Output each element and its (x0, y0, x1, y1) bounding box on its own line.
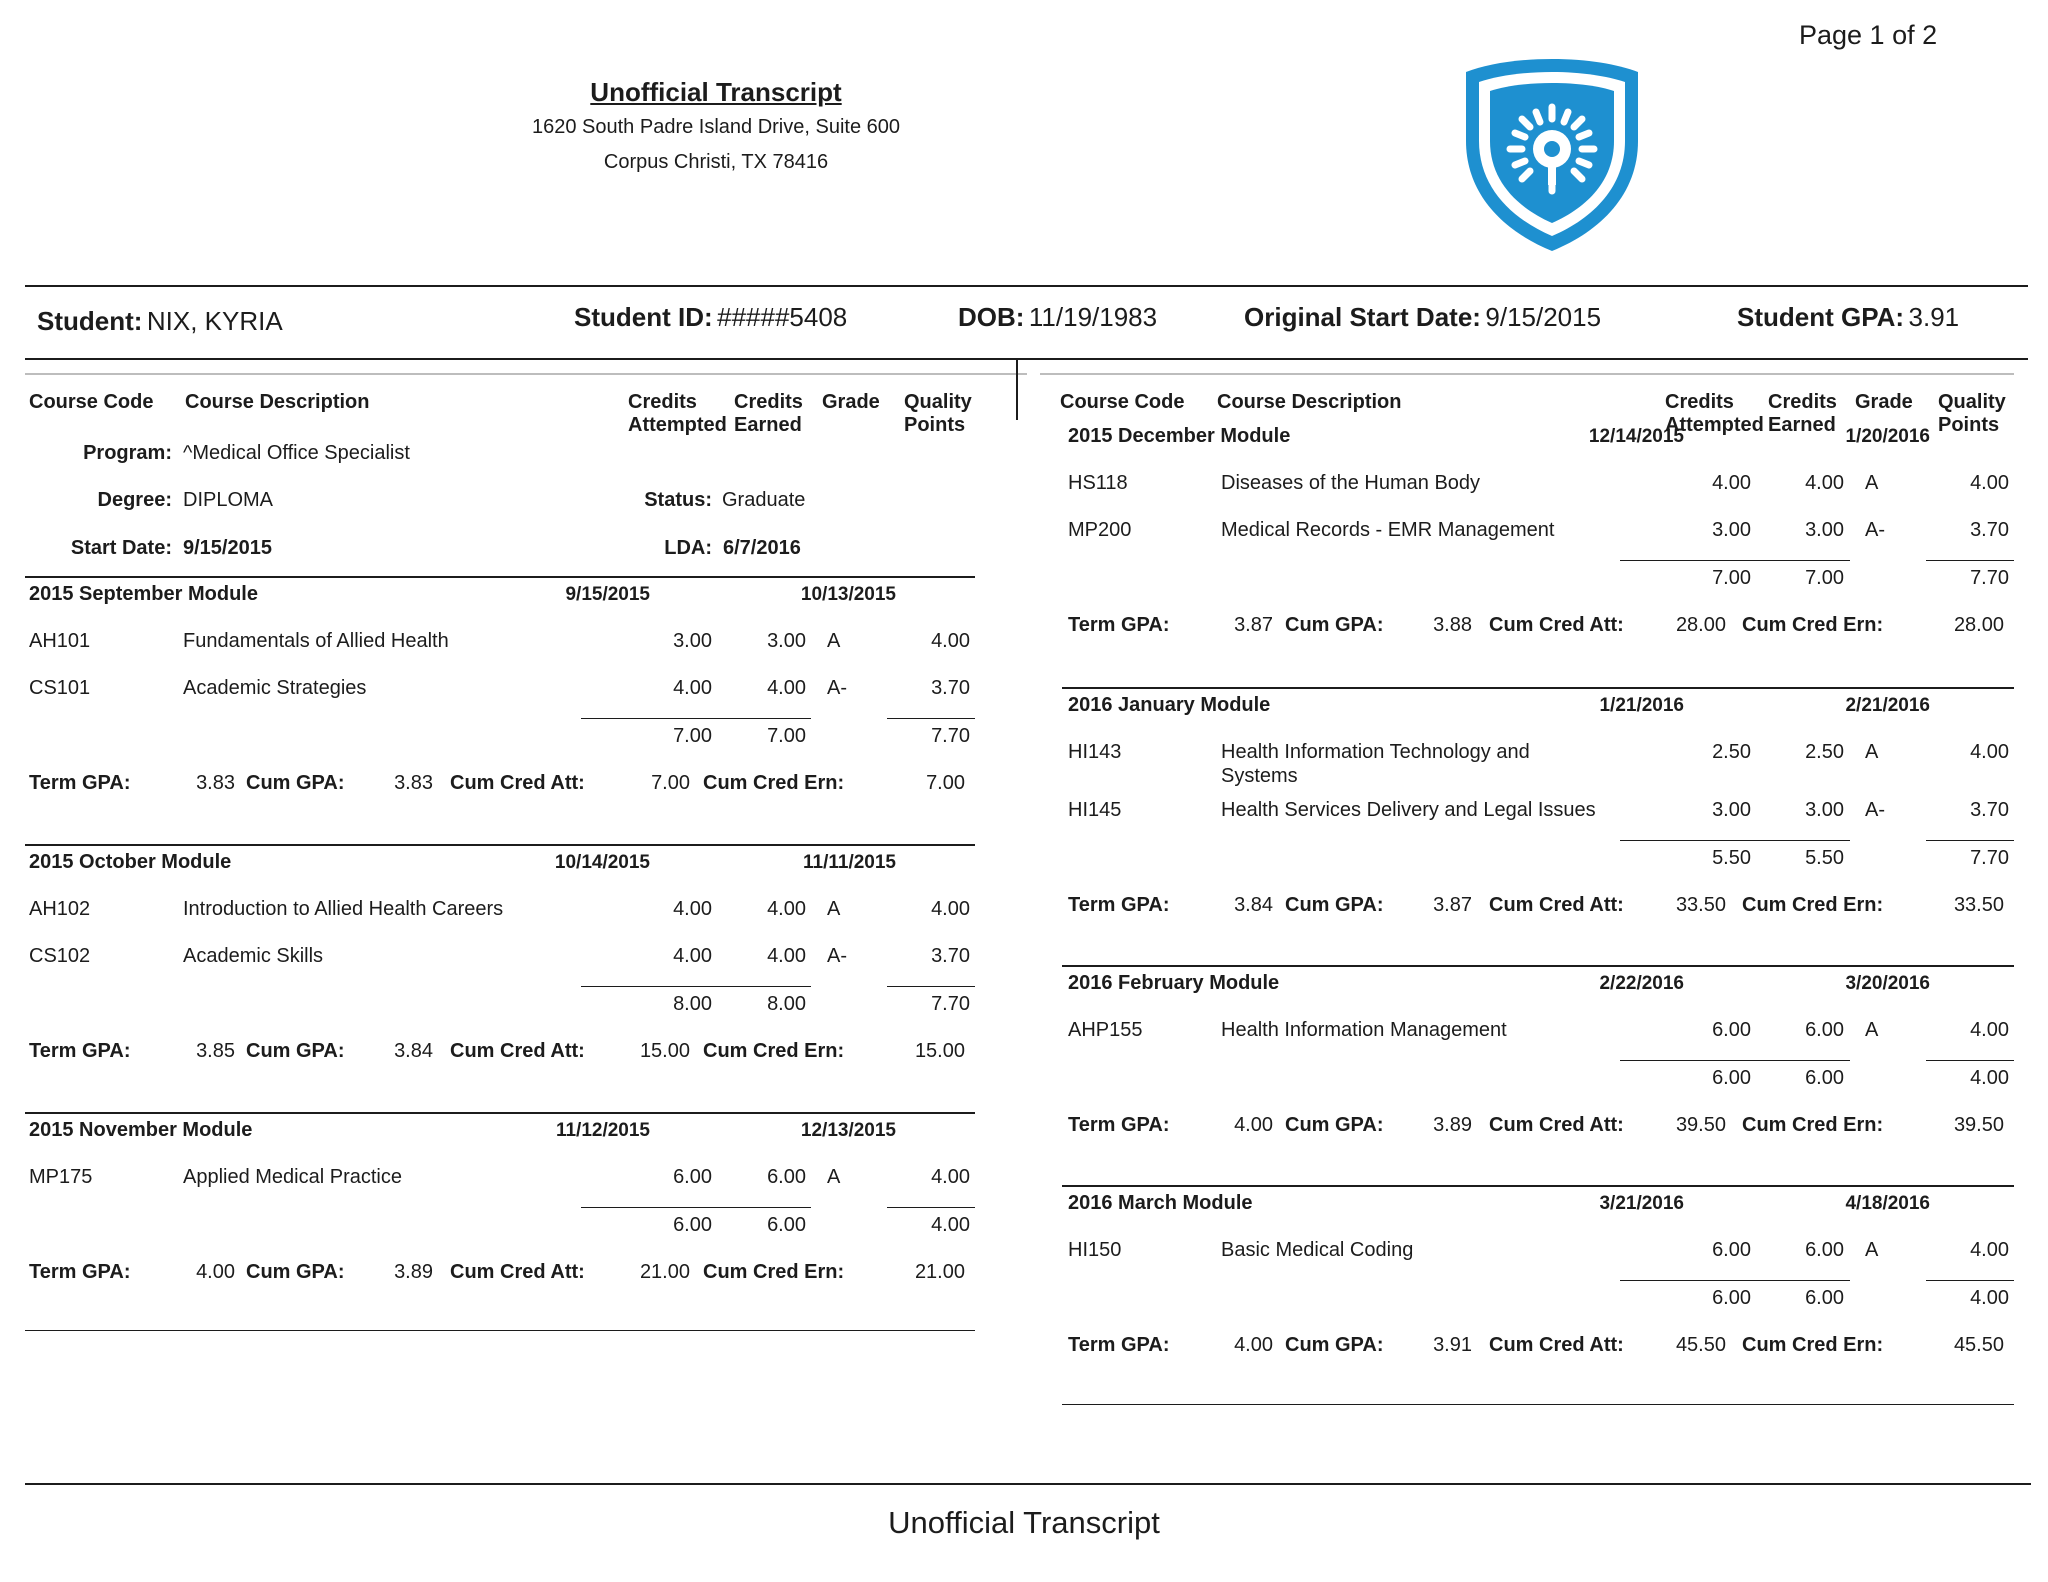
grade: A- (827, 945, 847, 967)
student-gpa-field (1737, 302, 1959, 333)
totals-rule (581, 718, 811, 719)
col-credits-attempted: Credits Attempted (628, 391, 727, 436)
cum-cred-ern-label: Cum Cred Ern: (1742, 614, 1884, 636)
quality-points: 4.00 (1970, 1019, 2009, 1041)
cum-cred-att: 7.00 (651, 772, 690, 794)
total-credits-earned: 6.00 (1805, 1287, 1844, 1309)
cum-cred-ern-label: Cum Cred Ern: (703, 1261, 845, 1283)
term-gpa-label: Term GPA: (1068, 1114, 1170, 1136)
module-separator (1062, 965, 2014, 967)
status: Graduate (722, 489, 806, 511)
course-code: CS102 (29, 945, 91, 967)
cum-cred-ern: 15.00 (914, 1040, 965, 1062)
total-quality-points: 4.00 (1970, 1067, 2009, 1089)
course-description-line-2: Systems (1221, 765, 1298, 787)
term-gpa: 4.00 (1234, 1334, 1273, 1356)
course-description: Introduction to Allied Health Careers (183, 898, 504, 920)
student-gpa: 3.91 (1908, 302, 1960, 332)
cum-gpa: 3.84 (394, 1040, 433, 1062)
credits-attempted: 2.50 (1712, 741, 1751, 763)
total-credits-earned: 6.00 (1805, 1067, 1844, 1089)
total-credits-attempted: 6.00 (1712, 1287, 1751, 1309)
quality-points: 3.70 (931, 945, 970, 967)
credits-earned: 4.00 (1805, 472, 1844, 494)
degree: DIPLOMA (183, 489, 274, 511)
credits-attempted: 4.00 (1712, 472, 1751, 494)
term-gpa-label: Term GPA: (29, 1261, 131, 1283)
credits-attempted: 4.00 (673, 898, 712, 920)
address-line-2: Corpus Christi, TX 78416 (603, 151, 829, 173)
course-code: CS101 (29, 677, 91, 699)
total-credits-attempted: 7.00 (673, 725, 712, 747)
grade: A- (1865, 799, 1885, 821)
dob-field (958, 302, 1157, 333)
col-course-code: Course Code (1060, 391, 1185, 413)
quality-points: 4.00 (1970, 741, 2009, 763)
module-end-date: 12/13/2015 (800, 1120, 896, 1141)
divider-top (25, 285, 2028, 287)
cum-cred-att: 28.00 (1675, 614, 1726, 636)
original-start-label: Original Start Date: (1244, 302, 1481, 332)
term-gpa: 3.85 (196, 1040, 235, 1062)
total-credits-earned: 7.00 (1805, 567, 1844, 589)
term-gpa: 4.00 (1234, 1114, 1273, 1136)
totals-rule (581, 1207, 811, 1208)
cum-cred-att: 33.50 (1675, 894, 1726, 916)
course-description: Medical Records - EMR Management (1221, 519, 1555, 541)
cum-cred-att-label: Cum Cred Att: (450, 1261, 585, 1283)
total-quality-points: 4.00 (1970, 1287, 2009, 1309)
program-name: ^Medical Office Specialist (183, 442, 410, 464)
course-code: AH101 (29, 630, 91, 652)
col-course-description: Course Description (1217, 391, 1402, 413)
credits-earned: 6.00 (767, 1166, 806, 1188)
cum-cred-ern: 33.50 (1953, 894, 2004, 916)
cum-cred-att-label: Cum Cred Att: (1489, 894, 1624, 916)
course-code: HI143 (1068, 741, 1122, 763)
student-name-label: Student: (37, 306, 143, 336)
cum-gpa: 3.87 (1433, 894, 1472, 916)
status-label: Status: (644, 489, 712, 511)
page-number: Page 1 of 2 (1799, 20, 1938, 50)
module-separator (25, 844, 975, 846)
course-code: MP175 (29, 1166, 93, 1188)
quality-points: 4.00 (1970, 472, 2009, 494)
shield-sun-logo (1459, 55, 1645, 255)
quality-points: 4.00 (931, 898, 970, 920)
original-start-field (1244, 302, 1601, 333)
lda-label: LDA: (664, 537, 712, 559)
divider-grey-right (1040, 373, 2014, 375)
module-title: 2015 September Module (29, 583, 258, 605)
cum-gpa: 3.83 (394, 772, 433, 794)
module-separator (25, 1112, 975, 1114)
total-credits-attempted: 6.00 (673, 1214, 712, 1236)
module-separator (1062, 1185, 2014, 1187)
course-code: HS118 (1068, 472, 1128, 494)
cum-gpa: 3.89 (1433, 1114, 1472, 1136)
cum-cred-att-label: Cum Cred Att: (450, 772, 585, 794)
credits-earned: 4.00 (767, 945, 806, 967)
totals-rule (581, 986, 811, 987)
module-separator (1062, 687, 2014, 689)
module-end-date: 11/11/2015 (803, 852, 896, 873)
module-end-date: 2/21/2016 (1845, 695, 1930, 716)
credits-earned: 3.00 (1805, 519, 1844, 541)
student-name-field (37, 306, 283, 337)
col-course-description: Course Description (185, 391, 370, 413)
course-code: HI150 (1068, 1239, 1122, 1261)
course-description: Academic Skills (183, 945, 324, 967)
term-gpa-label: Term GPA: (1068, 894, 1170, 916)
cum-cred-ern: 39.50 (1953, 1114, 2004, 1136)
term-gpa: 3.83 (196, 772, 235, 794)
original-start-date: 9/15/2015 (1485, 302, 1602, 332)
grade: A- (1865, 519, 1885, 541)
student-id-label: Student ID: (574, 302, 713, 332)
credits-earned: 3.00 (767, 630, 806, 652)
cum-gpa-label: Cum GPA: (1285, 894, 1384, 916)
cum-gpa-label: Cum GPA: (1285, 1334, 1384, 1356)
course-code: HI145 (1068, 799, 1122, 821)
course-code: AHP155 (1068, 1019, 1143, 1041)
grade: A (1865, 472, 1879, 494)
course-description: Diseases of the Human Body (1221, 472, 1481, 494)
cum-cred-ern: 7.00 (926, 772, 965, 794)
credits-attempted: 3.00 (673, 630, 712, 652)
divider-info-bottom (25, 358, 2028, 360)
module-title: 2016 February Module (1068, 972, 1280, 994)
quality-points: 3.70 (931, 677, 970, 699)
course-description-line-1: Health Information Technology and (1221, 741, 1530, 763)
module-title: 2016 March Module (1068, 1192, 1253, 1214)
student-id: #####5408 (717, 302, 848, 332)
course-description: Fundamentals of Allied Health (183, 630, 449, 652)
module-end-date: 10/13/2015 (800, 584, 896, 605)
col-course-code: Course Code (29, 391, 154, 413)
start-date: 9/15/2015 (183, 537, 272, 559)
quality-points: 4.00 (931, 1166, 970, 1188)
cum-cred-ern-label: Cum Cred Ern: (1742, 1114, 1884, 1136)
cum-cred-ern: 28.00 (1953, 614, 2004, 636)
credits-earned: 6.00 (1805, 1019, 1844, 1041)
total-credits-attempted: 5.50 (1712, 847, 1751, 869)
totals-rule (1926, 1060, 2014, 1061)
module-end-date: 3/20/2016 (1845, 973, 1930, 994)
credits-attempted: 6.00 (673, 1166, 712, 1188)
cum-cred-ern-label: Cum Cred Ern: (703, 1040, 845, 1062)
term-gpa: 3.84 (1234, 894, 1273, 916)
credits-attempted: 4.00 (673, 945, 712, 967)
totals-rule (887, 1207, 975, 1208)
grade: A (827, 630, 841, 652)
term-gpa-label: Term GPA: (29, 772, 131, 794)
cum-gpa-label: Cum GPA: (246, 1261, 345, 1283)
term-gpa-label: Term GPA: (1068, 1334, 1170, 1356)
column-end-rule (1062, 1404, 2014, 1405)
cum-cred-att: 15.00 (639, 1040, 690, 1062)
col-quality-points: Quality Points (1938, 391, 2006, 436)
term-gpa: 4.00 (196, 1261, 235, 1283)
credits-attempted: 6.00 (1712, 1019, 1751, 1041)
module-start-date: 10/14/2015 (554, 852, 650, 873)
footer-title: Unofficial Transcript (888, 1505, 1160, 1540)
grade: A (1865, 1239, 1879, 1261)
course-description: Academic Strategies (183, 677, 367, 699)
footer-divider (25, 1483, 2031, 1485)
student-gpa-label: Student GPA: (1737, 302, 1905, 332)
credits-attempted: 4.00 (673, 677, 712, 699)
student-name: NIX, KYRIA (146, 306, 283, 336)
totals-rule (1620, 840, 1850, 841)
course-code: MP200 (1068, 519, 1132, 541)
course-description: Health Services Delivery and Legal Issues (1221, 799, 1596, 821)
cum-gpa: 3.91 (1433, 1334, 1472, 1356)
col-grade: Grade (1855, 391, 1913, 413)
totals-rule (1926, 1280, 2014, 1281)
total-quality-points: 7.70 (1970, 567, 2009, 589)
column-divider (1016, 360, 1018, 420)
cum-cred-ern: 21.00 (914, 1261, 965, 1283)
cum-gpa: 3.88 (1433, 614, 1472, 636)
col-quality-points: Quality Points (904, 391, 972, 436)
program-label: Program: (83, 442, 172, 464)
module-start-date: 11/12/2015 (555, 1120, 650, 1141)
col-credits-attempted: Credits Attempted (1665, 391, 1764, 436)
grade: A (1865, 1019, 1879, 1041)
total-credits-attempted: 6.00 (1712, 1067, 1751, 1089)
quality-points: 4.00 (1970, 1239, 2009, 1261)
credits-attempted: 3.00 (1712, 519, 1751, 541)
quality-points: 3.70 (1970, 519, 2009, 541)
cum-cred-ern-label: Cum Cred Ern: (703, 772, 845, 794)
document-title: Unofficial Transcript (590, 77, 842, 107)
totals-rule (1620, 560, 1850, 561)
module-start-date: 9/15/2015 (565, 584, 650, 605)
col-credits-earned: Credits Earned (734, 391, 803, 436)
course-code: AH102 (29, 898, 91, 920)
credits-earned: 4.00 (767, 677, 806, 699)
credits-earned: 4.00 (767, 898, 806, 920)
degree-label: Degree: (97, 489, 172, 511)
start-date-label: Start Date: (70, 537, 172, 559)
cum-gpa-label: Cum GPA: (1285, 1114, 1384, 1136)
module-start-date: 3/21/2016 (1599, 1193, 1684, 1214)
term-gpa: 3.87 (1234, 614, 1273, 636)
cum-cred-ern-label: Cum Cred Ern: (1742, 1334, 1884, 1356)
totals-rule (1620, 1060, 1850, 1061)
module-title: 2015 October Module (29, 851, 232, 873)
totals-rule (1926, 840, 2014, 841)
grade: A (1865, 741, 1879, 763)
col-credits-earned: Credits Earned (1768, 391, 1837, 436)
cum-cred-att: 39.50 (1675, 1114, 1726, 1136)
total-quality-points: 7.70 (931, 993, 970, 1015)
total-credits-earned: 7.00 (767, 725, 806, 747)
student-id-field (574, 302, 847, 333)
total-credits-earned: 6.00 (767, 1214, 806, 1236)
total-credits-attempted: 7.00 (1712, 567, 1751, 589)
totals-rule (887, 986, 975, 987)
divider-grey-left (25, 373, 1027, 375)
grade: A (827, 898, 841, 920)
cum-gpa: 3.89 (394, 1261, 433, 1283)
credits-attempted: 3.00 (1712, 799, 1751, 821)
quality-points: 4.00 (931, 630, 970, 652)
module-title: 2016 January Module (1068, 694, 1271, 716)
term-gpa-label: Term GPA: (1068, 614, 1170, 636)
credits-earned: 2.50 (1805, 741, 1844, 763)
cum-cred-att-label: Cum Cred Att: (1489, 1334, 1624, 1356)
column-end-rule (25, 1330, 975, 1331)
cum-cred-att: 21.00 (639, 1261, 690, 1283)
course-description: Basic Medical Coding (1221, 1239, 1414, 1261)
cum-cred-att-label: Cum Cred Att: (1489, 614, 1624, 636)
module-start-date: 1/21/2016 (1599, 695, 1684, 716)
term-gpa-label: Term GPA: (29, 1040, 131, 1062)
cum-gpa-label: Cum GPA: (246, 772, 345, 794)
credits-earned: 6.00 (1805, 1239, 1844, 1261)
module-end-date: 4/18/2016 (1845, 1193, 1930, 1214)
total-quality-points: 7.70 (931, 725, 970, 747)
module-title: 2015 December Module (1068, 425, 1291, 447)
col-grade: Grade (822, 391, 880, 413)
totals-rule (887, 718, 975, 719)
grade: A- (827, 677, 847, 699)
module-end-date: 1/20/2016 (1845, 426, 1930, 447)
credits-attempted: 6.00 (1712, 1239, 1751, 1261)
module-start-date: 2/22/2016 (1599, 973, 1684, 994)
dob-label: DOB: (958, 302, 1025, 332)
cum-cred-ern-label: Cum Cred Ern: (1742, 894, 1884, 916)
cum-cred-ern: 45.50 (1953, 1334, 2004, 1356)
cum-gpa-label: Cum GPA: (246, 1040, 345, 1062)
module-start-date: 12/14/2015 (1588, 426, 1684, 447)
totals-rule (1620, 1280, 1850, 1281)
grade: A (827, 1166, 841, 1188)
total-credits-attempted: 8.00 (673, 993, 712, 1015)
module-separator (25, 576, 975, 578)
total-quality-points: 7.70 (1970, 847, 2009, 869)
cum-gpa-label: Cum GPA: (1285, 614, 1384, 636)
total-quality-points: 4.00 (931, 1214, 970, 1236)
credits-earned: 3.00 (1805, 799, 1844, 821)
total-credits-earned: 8.00 (767, 993, 806, 1015)
lda-date: 6/7/2016 (723, 537, 801, 559)
module-title: 2015 November Module (29, 1119, 253, 1141)
dob: 11/19/1983 (1028, 302, 1158, 332)
totals-rule (1926, 560, 2014, 561)
cum-cred-att: 45.50 (1675, 1334, 1726, 1356)
quality-points: 3.70 (1970, 799, 2009, 821)
cum-cred-att-label: Cum Cred Att: (1489, 1114, 1624, 1136)
cum-cred-att-label: Cum Cred Att: (450, 1040, 585, 1062)
address-line-1: 1620 South Padre Island Drive, Suite 600 (531, 116, 901, 138)
total-credits-earned: 5.50 (1805, 847, 1844, 869)
course-description: Health Information Management (1221, 1019, 1507, 1041)
course-description: Applied Medical Practice (183, 1166, 402, 1188)
